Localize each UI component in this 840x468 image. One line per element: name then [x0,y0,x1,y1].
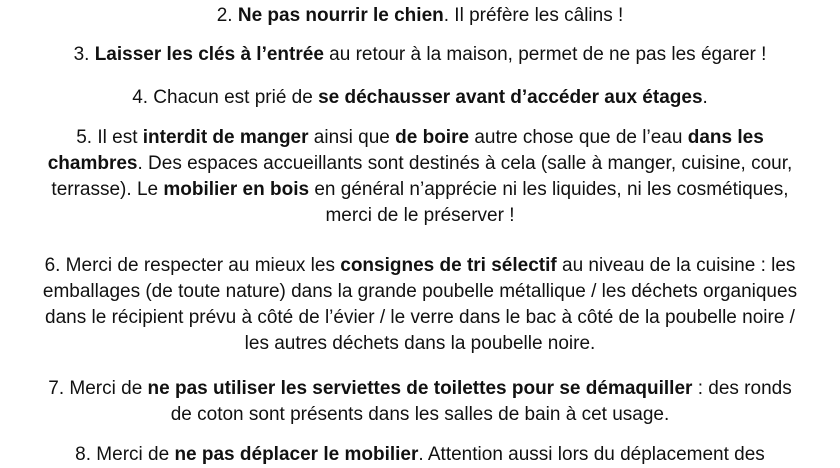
rule-emphasis-text: interdit de manger [142,127,309,148]
rule-text: 5. Il est [76,127,143,148]
rule-text: 4. Chacun est prié de [132,87,319,108]
rule-emphasis-text: ne pas utiliser les serviettes de toilettes pour se démaquiller [147,378,693,399]
rule-text: 7. Merci de [48,378,148,399]
rule-emphasis-text: mobilier en bois [163,179,310,200]
rule-emphasis-text: se déchausser avant d’accéder aux étages [318,87,703,108]
rule-text: . [702,87,708,108]
rule-text: au niveau de la cuisine : les emballages (de toute nature) dans la grande poubelle métallique / les déchets organiques dans le récipient prévu à côté de l’évier / le verre dans le bac à côté de la poubelle noire / les autres déchets dans la poubelle noire. [42,255,798,354]
rule-emphasis-text: de boire [395,127,470,148]
rule-emphasis-text: consignes de tri sélectif [340,255,557,276]
rule-emphasis-text: Laisser les clés à l’entrée [94,44,324,65]
rule-8 [40,442,800,468]
rule-text: . Des espaces accueillants sont destinés à cela (salle à manger, cuisine, cour, terrasse). Le [51,153,793,200]
rule-text: 3. [73,44,95,65]
rule-3 [40,42,800,68]
rule-text: 2. [216,5,238,26]
rule-text: : des ronds de coton sont présents dans les salles de bain à cet usage. [170,378,792,425]
rule-text: autre chose que de l’eau [469,127,688,148]
rule-7 [40,376,800,428]
rule-text: 6. Merci de respecter au mieux les [44,255,341,276]
rule-text: au retour à la maison, permet de ne pas les égarer ! [323,44,767,65]
rule-6 [40,253,800,357]
rule-text: ainsi que [308,127,396,148]
rule-emphasis-text: ne pas déplacer le mobilier [174,444,419,465]
rule-4 [40,85,800,111]
rule-text: 8. Merci de [75,444,175,465]
rule-2 [40,3,800,29]
rule-text: en général n’apprécie ni les liquides, ni les cosmétiques, merci de le préserver ! [309,179,789,226]
rule-5 [40,125,800,229]
rule-emphasis-text: dans les chambres [47,127,764,174]
rule-text: . Il préfère les câlins ! [443,5,624,26]
rule-emphasis-text: Ne pas nourrir le chien [237,5,444,26]
rule-text: . Attention aussi lors du déplacement des [418,444,765,465]
